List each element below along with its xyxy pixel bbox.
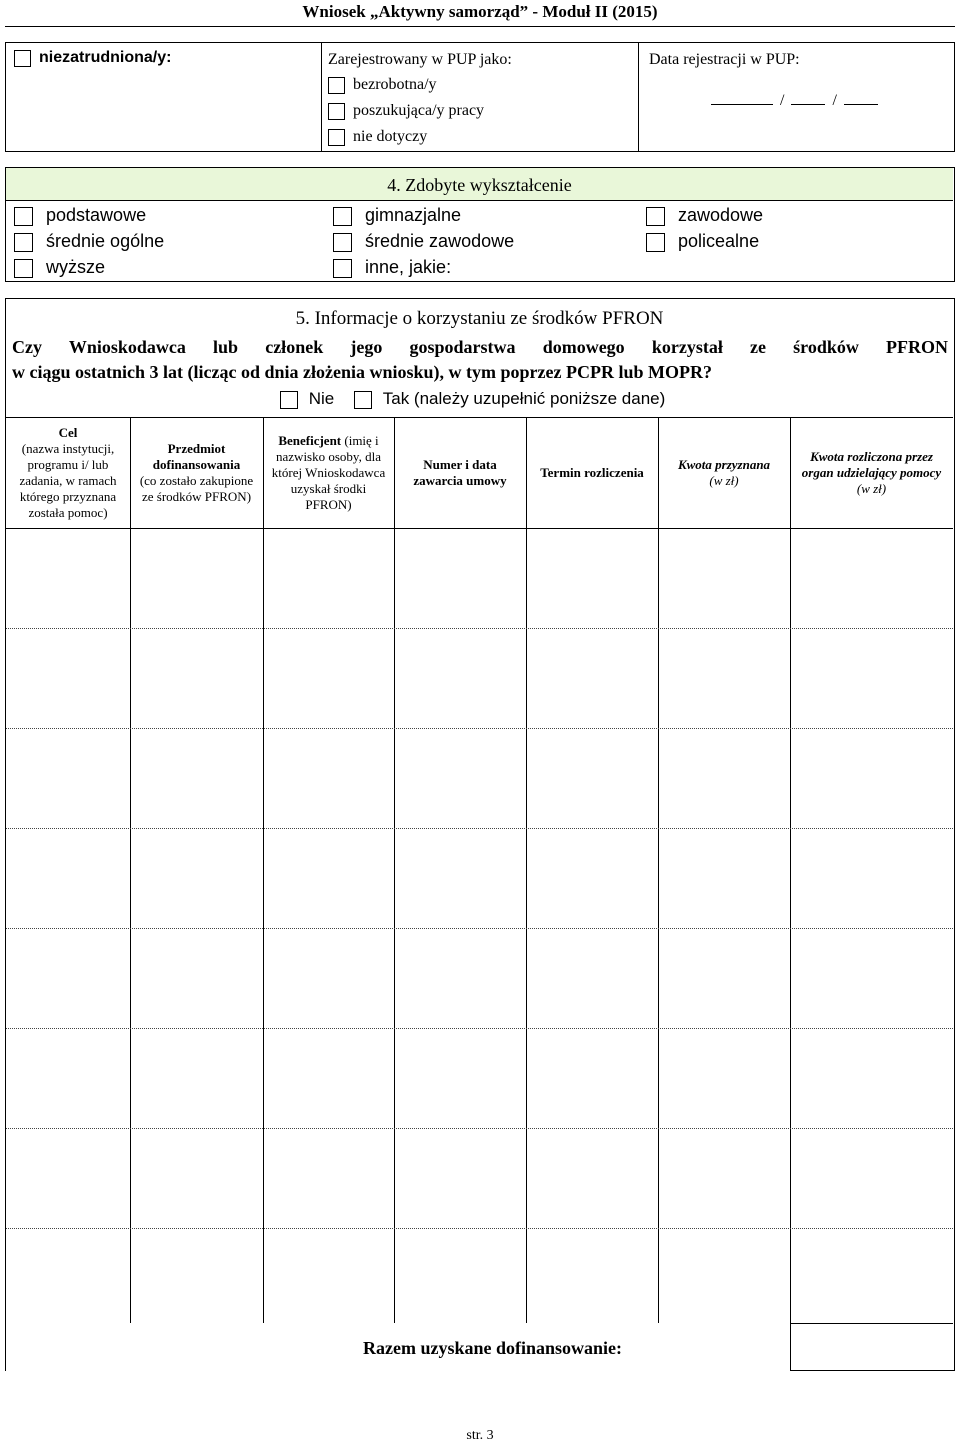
pfron-question-line2: w ciągu ostatnich 3 lat (licząc od dnia złożenia wniosku), w tym poprzez PCPR lub MOPR? (12, 362, 712, 382)
edu-lower-secondary-checkbox[interactable] (333, 207, 352, 226)
registered-option-jobseeker[interactable] (328, 102, 484, 120)
edu-option-label: średnie zawodowe (365, 231, 515, 251)
registered-option-na[interactable] (328, 128, 427, 146)
col-header-amount-settled: Kwota rozliczona przez organ udzielający pomocy (w zł) (801, 449, 942, 496)
unemployed-label: niezatrudniona/y: (39, 49, 172, 66)
edu-option-vocational[interactable] (646, 205, 763, 226)
edu-option-label: zawodowe (678, 205, 764, 225)
edu-option-label: gimnazjalne (365, 205, 462, 225)
edu-option-post-secondary[interactable] (646, 231, 759, 252)
page-header-title: Wniosek „Aktywny samorząd” - Moduł II (2015) (302, 2, 658, 21)
edu-other-checkbox[interactable] (333, 259, 352, 278)
header-divider (5, 26, 955, 27)
table-total-label: Razem uzyskane dofinansowanie: (363, 1338, 623, 1358)
edu-option-higher[interactable] (14, 257, 105, 278)
edu-option-label: średnie ogólne (46, 231, 165, 251)
edu-option-lower-secondary[interactable] (333, 205, 461, 226)
education-title: 4. Zdobyte wykształcenie (387, 175, 572, 195)
registered-option-label: nie dotyczy (353, 128, 428, 145)
employment-section (5, 42, 955, 152)
pfron-table (6, 417, 953, 1370)
col-header-amount-granted: Kwota przyznana (w zł) (677, 457, 771, 488)
registered-option-label: poszukująca/y pracy (353, 102, 485, 119)
edu-primary-checkbox[interactable] (14, 207, 33, 226)
edu-option-primary[interactable] (14, 205, 146, 226)
edu-option-other[interactable] (333, 257, 451, 278)
col-header-goal: Cel (nazwa instytucji, programu i/ lub zadania, w ramach którego przyznana została pomoc) (19, 425, 117, 520)
pfron-no-checkbox[interactable] (280, 391, 298, 409)
pfron-answer-no[interactable] (280, 389, 334, 409)
registered-option-label: bezrobotna/y (353, 76, 437, 93)
pfron-answer-label: Nie (308, 389, 335, 408)
edu-vocational-checkbox[interactable] (646, 207, 665, 226)
edu-option-label: podstawowe (46, 205, 147, 225)
edu-option-vocational-secondary[interactable] (333, 231, 514, 252)
edu-option-label: wyższe (46, 257, 106, 277)
pfron-yes-checkbox[interactable] (354, 391, 372, 409)
edu-option-label: inne, jakie: (365, 257, 452, 277)
education-section (5, 167, 955, 282)
edu-post-secondary-checkbox[interactable] (646, 233, 665, 252)
edu-option-label: policealne (678, 231, 760, 251)
pfron-question-line1: Czy Wnioskodawca lub członek jego gospodarstwa domowego korzystał ze środków PFRON (12, 337, 948, 357)
registered-title: Zarejestrowany w PUP jako: (328, 51, 512, 68)
registered-option-unemployed[interactable] (328, 76, 437, 94)
pfron-answer-yes[interactable] (354, 389, 665, 409)
registration-date-label: Data rejestracji w PUP: (649, 51, 800, 68)
col-header-settlement-date: Termin rozliczenia (540, 465, 644, 480)
edu-general-secondary-checkbox[interactable] (14, 233, 33, 252)
col-header-agreement: Numer i data zawarcia umowy (413, 457, 507, 488)
registration-date-field[interactable] (711, 91, 878, 110)
date-separator: / (832, 92, 837, 109)
edu-option-general-secondary[interactable] (14, 231, 164, 252)
registered-unemployed-checkbox[interactable] (328, 77, 345, 94)
table-total-value-cell[interactable] (790, 1323, 953, 1371)
col-header-beneficiary: Beneficjent (imię i nazwisko osoby, dla której Wnioskodawca uzyskał środki PFRON) (271, 433, 386, 512)
col-header-subject: Przedmiot dofinansowania (co zostało zakupione ze środków PFRON) (139, 441, 254, 504)
unemployed-option[interactable] (14, 49, 171, 67)
edu-vocational-secondary-checkbox[interactable] (333, 233, 352, 252)
pfron-title: 5. Informacje o korzystaniu ze środków PFRON (295, 308, 664, 329)
pfron-answer-label: Tak (należy uzupełnić poniższe dane) (382, 389, 666, 408)
registered-jobseeker-checkbox[interactable] (328, 103, 345, 120)
unemployed-checkbox[interactable] (14, 50, 31, 67)
edu-higher-checkbox[interactable] (14, 259, 33, 278)
registered-na-checkbox[interactable] (328, 129, 345, 146)
pfron-section (5, 298, 955, 1371)
page-number: str. 3 (466, 1428, 494, 1443)
date-separator: / (780, 92, 785, 109)
